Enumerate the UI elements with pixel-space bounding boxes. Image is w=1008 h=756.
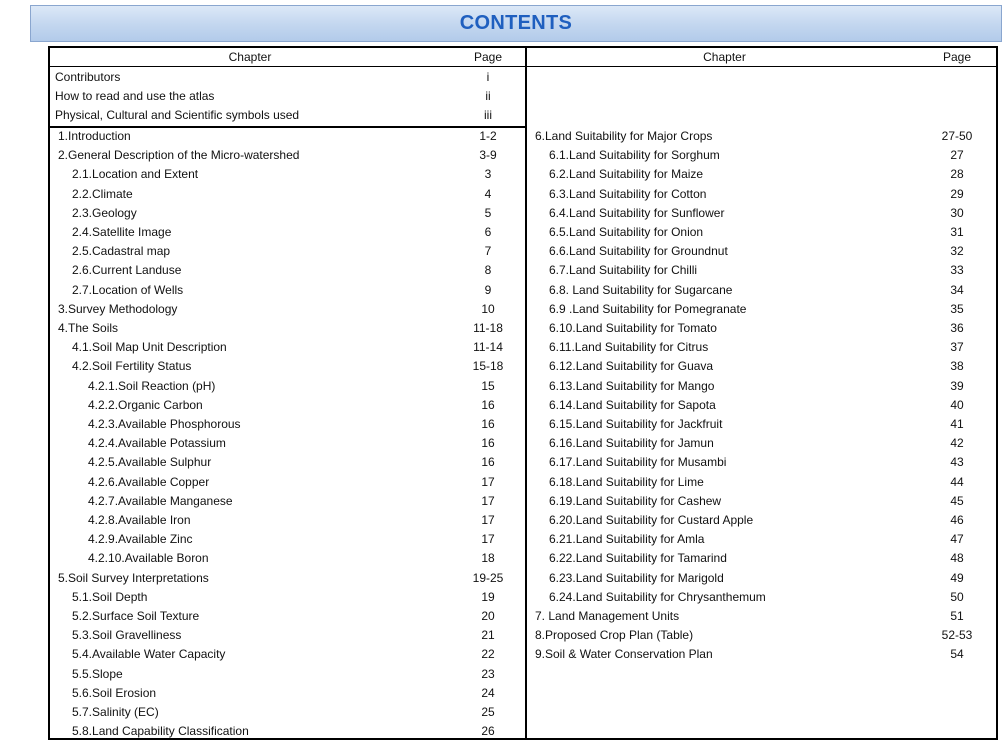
entry-label: 6.5.Land Suitability for Onion <box>549 225 704 239</box>
entry-label: 2.6.Current Landuse <box>72 263 182 278</box>
entry-page: 31 <box>950 225 964 239</box>
toc-entry <box>50 645 525 664</box>
toc-entry <box>50 223 525 242</box>
entry-label: 8.Proposed Crop Plan (Table) <box>535 628 694 643</box>
toc-entry <box>527 645 998 664</box>
entry-label: Contributors <box>55 70 121 84</box>
entry-page: 17 <box>481 474 495 489</box>
entry-page: 23 <box>481 666 495 681</box>
entry-page: 21 <box>481 628 495 643</box>
entry-label: 6.8. Land Suitability for Sugarcane <box>549 282 733 297</box>
entry-label: 6.16.Land Suitability for Jamun <box>549 436 714 451</box>
entry-label: 4.2.9.Available Zinc <box>88 532 193 547</box>
entry-label: 5.7.Salinity (EC) <box>72 705 159 719</box>
toc-entry <box>527 242 998 261</box>
toc-entry <box>50 549 525 568</box>
toc-entry <box>50 684 525 703</box>
toc-entry <box>50 242 525 261</box>
entry-page: 7 <box>484 244 492 259</box>
toc-entry <box>50 338 525 357</box>
entry-label: 6.1.Land Suitability for Sorghum <box>549 148 720 163</box>
entry-page: 16 <box>481 417 495 431</box>
entry-page: i <box>486 70 490 84</box>
entry-label: 2.1.Location and Extent <box>72 167 199 182</box>
entry-page: 42 <box>950 436 964 451</box>
toc-entry <box>527 492 998 511</box>
toc-entry <box>527 204 998 223</box>
entry-label: 6.2.Land Suitability for Maize <box>549 167 704 182</box>
entry-label: 6.23.Land Suitability for Marigold <box>549 570 724 585</box>
entry-page: 17 <box>481 513 495 527</box>
entry-label: 4.2.7.Available Manganese <box>88 493 233 508</box>
toc-entry <box>527 549 998 568</box>
toc-entry <box>50 68 525 87</box>
entry-page: 43 <box>950 455 964 470</box>
entry-page: 36 <box>950 321 964 335</box>
entry-label: 6.6.Land Suitability for Groundnut <box>549 244 728 259</box>
entry-label: 5.Soil Survey Interpretations <box>58 570 209 585</box>
entry-label: 2.7.Location of Wells <box>72 282 184 297</box>
toc-entry <box>527 607 998 626</box>
toc-entry <box>50 492 525 511</box>
entry-label: 7. Land Management Units <box>535 609 680 623</box>
entry-page: 45 <box>950 493 964 508</box>
toc-entry <box>50 377 525 396</box>
entry-page: 9 <box>484 282 492 297</box>
entry-label: 6.10.Land Suitability for Tomato <box>549 321 717 335</box>
toc-entry <box>527 165 998 184</box>
title-bar <box>30 5 1002 42</box>
toc-entry <box>527 434 998 453</box>
entry-page: ii <box>485 89 491 104</box>
entry-page: 15-18 <box>472 359 504 374</box>
entry-label: 4.2.5.Available Sulphur <box>88 455 212 470</box>
toc-entry <box>527 357 998 376</box>
toc-entry <box>50 185 525 204</box>
entry-label: 4.2.10.Available Boron <box>88 551 209 566</box>
right-chapter-header: Chapter <box>703 50 746 64</box>
toc-entry <box>527 281 998 300</box>
entry-page: 25 <box>481 705 495 719</box>
entry-page: 32 <box>950 244 964 259</box>
entry-page: 39 <box>950 378 964 393</box>
toc-entry <box>527 127 998 146</box>
toc-entry <box>50 396 525 415</box>
entry-label: 6.9 .Land Suitability for Pomegranate <box>549 301 747 316</box>
toc-entry <box>50 665 525 684</box>
toc-entry <box>50 588 525 607</box>
entry-page: 48 <box>950 551 964 566</box>
entry-page: 50 <box>950 589 964 604</box>
toc-entry <box>527 530 998 549</box>
entry-label: 2.5.Cadastral map <box>72 244 171 259</box>
entry-page: 49 <box>950 570 964 585</box>
toc-entry <box>527 569 998 588</box>
entry-page: 19-25 <box>472 570 504 585</box>
entry-label: 6.21.Land Suitability for Amla <box>549 532 705 547</box>
entry-page: 17 <box>481 532 495 547</box>
toc-entry <box>50 204 525 223</box>
entry-label: 5.6.Soil Erosion <box>72 685 157 700</box>
entry-page: 27-50 <box>941 129 973 143</box>
toc-entry <box>527 415 998 434</box>
entry-label: 2.4.Satellite Image <box>72 225 172 239</box>
entry-page: 30 <box>950 205 964 220</box>
entry-label: 4.2.Soil Fertility Status <box>72 359 192 374</box>
toc-entry <box>50 319 525 338</box>
entry-page: 47 <box>950 532 964 547</box>
entry-label: 6.24.Land Suitability for Chrysanthemum <box>549 589 766 604</box>
toc-entry <box>527 300 998 319</box>
toc-entry <box>50 415 525 434</box>
entry-page: 10 <box>481 301 495 316</box>
entry-page: 28 <box>950 167 964 182</box>
entry-page: 37 <box>950 340 964 355</box>
entry-label: 4.2.6.Available Copper <box>88 474 210 489</box>
toc-entry <box>50 434 525 453</box>
toc-entry <box>527 396 998 415</box>
entry-page: 35 <box>950 301 964 316</box>
toc-entry <box>50 569 525 588</box>
toc-entry <box>50 607 525 626</box>
entry-label: 6.12.Land Suitability for Guava <box>549 359 714 374</box>
entry-page: 52-53 <box>941 628 973 643</box>
toc-entry <box>527 319 998 338</box>
toc-entry <box>50 626 525 645</box>
entry-label: 6.19.Land Suitability for Cashew <box>549 493 722 508</box>
entry-page: 27 <box>950 148 964 163</box>
page-title: CONTENTS <box>459 12 573 34</box>
entry-label: 2.General Description of the Micro-watershed <box>58 148 300 163</box>
entry-page: 40 <box>950 397 964 412</box>
toc-entry <box>527 626 998 645</box>
entry-label: 2.3.Geology <box>72 205 137 220</box>
toc-entry <box>527 261 998 280</box>
entry-page: 11-18 <box>473 321 503 335</box>
toc-entry <box>50 530 525 549</box>
entry-page: 51 <box>950 609 964 623</box>
toc-entry <box>50 357 525 376</box>
entry-label: 4.2.8.Available Iron <box>88 513 191 527</box>
toc-entry <box>50 703 525 722</box>
entry-page: 34 <box>950 282 964 297</box>
toc-entry <box>50 511 525 530</box>
entry-page: 18 <box>481 551 495 566</box>
entry-label: 4.The Soils <box>58 321 119 335</box>
entry-page: 15 <box>481 378 495 393</box>
toc-entry <box>50 722 525 741</box>
entry-label: 5.3.Soil Gravelliness <box>72 628 182 643</box>
entry-page: 26 <box>481 724 495 739</box>
entry-page: 17 <box>481 493 495 508</box>
entry-label: 6.13.Land Suitability for Mango <box>549 378 715 393</box>
entry-label: 4.2.2.Organic Carbon <box>88 397 203 412</box>
entry-label: 6.20.Land Suitability for Custard Apple <box>549 513 754 527</box>
toc-entry <box>50 87 525 106</box>
entry-label: 6.14.Land Suitability for Sapota <box>549 397 716 412</box>
entry-label: 6.15.Land Suitability for Jackfruit <box>549 417 723 431</box>
entry-page: 3 <box>484 167 492 182</box>
toc-entry <box>50 165 525 184</box>
toc-entry <box>50 146 525 165</box>
entry-page: 16 <box>481 455 495 470</box>
toc-entry <box>50 127 525 146</box>
entry-label: 6.11.Land Suitability for Citrus <box>549 340 709 355</box>
toc-entry <box>50 453 525 472</box>
entry-page: 33 <box>950 263 964 278</box>
entry-label: 5.1.Soil Depth <box>72 589 148 604</box>
entry-page: 11-14 <box>473 340 503 355</box>
entry-page: 6 <box>484 225 492 239</box>
entry-label: 4.2.3.Available Phosphorous <box>88 417 241 431</box>
entry-label: 6.17.Land Suitability for Musambi <box>549 455 727 470</box>
toc-entry <box>50 261 525 280</box>
entry-label: 9.Soil & Water Conservation Plan <box>535 647 713 662</box>
entry-label: 6.22.Land Suitability for Tamarind <box>549 551 727 566</box>
entry-page: 38 <box>950 359 964 374</box>
toc-entry <box>527 511 998 530</box>
entry-label: 5.8.Land Capability Classification <box>72 724 249 739</box>
entry-page: 54 <box>950 647 964 662</box>
left-chapter-header: Chapter <box>228 50 272 64</box>
right-header-row <box>527 48 998 66</box>
toc-entry <box>527 453 998 472</box>
entry-page: 8 <box>484 263 492 278</box>
toc-entry <box>527 146 998 165</box>
entry-label: Physical, Cultural and Scientific symbols used <box>55 108 300 123</box>
entry-label: 6.Land Suitability for Major Crops <box>535 129 713 143</box>
entry-page: 16 <box>481 436 495 451</box>
left-header-row <box>50 48 525 66</box>
entry-page: 44 <box>950 474 964 489</box>
entry-page: 4 <box>484 186 492 201</box>
toc-entry <box>50 300 525 319</box>
entry-page: 16 <box>481 397 495 412</box>
right-page-header: Page <box>942 50 972 64</box>
entry-label: 6.3.Land Suitability for Cotton <box>549 186 707 201</box>
toc-entry <box>527 338 998 357</box>
entry-page: 1-2 <box>479 129 497 143</box>
entry-page: 22 <box>481 647 495 662</box>
entry-label: 2.2.Climate <box>72 186 133 201</box>
entry-page: 46 <box>950 513 964 527</box>
toc-entry <box>527 588 998 607</box>
toc-entry <box>527 185 998 204</box>
left-page-header: Page <box>473 50 503 64</box>
toc-entry <box>50 281 525 300</box>
entry-label: How to read and use the atlas <box>55 89 215 104</box>
entry-label: 4.2.1.Soil Reaction (pH) <box>88 378 216 393</box>
entry-page: iii <box>484 108 492 123</box>
toc-entry <box>527 473 998 492</box>
entry-label: 5.5.Slope <box>72 666 123 681</box>
entry-page: 19 <box>481 589 495 604</box>
entry-page: 41 <box>950 417 964 431</box>
entry-label: 6.18.Land Suitability for Lime <box>549 474 704 489</box>
entry-label: 6.7.Land Suitability for Chilli <box>549 263 698 278</box>
right-column <box>527 48 998 738</box>
left-column <box>50 48 525 738</box>
entry-page: 29 <box>950 186 964 201</box>
toc-entry <box>50 473 525 492</box>
toc-entry <box>50 106 525 125</box>
entry-label: 4.1.Soil Map Unit Description <box>72 340 227 355</box>
entry-label: 1.Introduction <box>58 129 131 143</box>
entry-page: 20 <box>481 609 495 623</box>
entry-page: 24 <box>481 685 495 700</box>
contents-table <box>48 46 998 740</box>
entry-label: 4.2.4.Available Potassium <box>88 436 226 451</box>
entry-page: 3-9 <box>479 148 497 163</box>
entry-label: 5.2.Surface Soil Texture <box>72 609 200 623</box>
entry-page: 5 <box>484 205 492 220</box>
entry-label: 5.4.Available Water Capacity <box>72 647 226 662</box>
entry-label: 3.Survey Methodology <box>58 301 178 316</box>
toc-entry <box>527 377 998 396</box>
toc-entry <box>527 223 998 242</box>
entry-label: 6.4.Land Suitability for Sunflower <box>549 205 725 220</box>
